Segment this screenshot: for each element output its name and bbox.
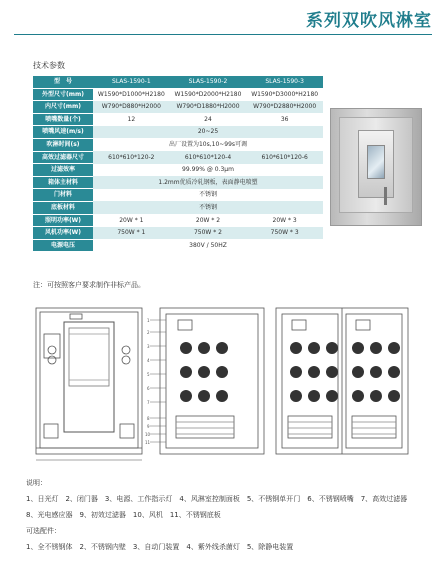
- callout-2: 2: [147, 330, 150, 335]
- spec-value: 不锈钢: [93, 201, 323, 214]
- spec-row: [33, 126, 323, 139]
- double-filter-right: [352, 416, 396, 438]
- side-filter: [176, 416, 234, 438]
- callout-11: 11: [145, 440, 151, 445]
- page-title: 系列双吹风淋室: [306, 11, 432, 31]
- spec-value: W1590*D1000*H2180: [93, 88, 170, 101]
- spec-label: 喷嘴数量(个): [33, 113, 93, 126]
- photo-door: [358, 130, 394, 198]
- spec-label: 喷嘴风速(m/s): [33, 126, 93, 139]
- double-nozzle-grid-right: [352, 342, 400, 402]
- spec-label: 底板材料: [33, 201, 93, 214]
- spec-label: 吹淋时间(s): [33, 138, 93, 151]
- front-door: [64, 322, 114, 432]
- photo-door-window: [367, 145, 385, 179]
- spec-row: [33, 151, 323, 164]
- spec-label: 电源电压: [33, 239, 93, 252]
- callout-6: 6: [147, 386, 150, 391]
- spec-value: W790*D1880*H2000: [170, 101, 247, 114]
- spec-row: [33, 164, 323, 177]
- spec-value: 99.99% @ 0.3μm: [93, 164, 323, 177]
- spec-table: [33, 76, 323, 252]
- spec-value: 20~25: [93, 126, 323, 139]
- callout-numbers: [145, 318, 151, 445]
- options-list: 1、全不锈钢体 2、不锈钢内壁 3、自动门装置 4、紫外线杀菌灯 5、除静电装置: [26, 543, 294, 551]
- spec-row: [33, 88, 323, 101]
- spec-header-row: [33, 76, 323, 88]
- callout-10: 10: [145, 432, 151, 437]
- double-nozzle-grid-left: [290, 342, 338, 402]
- photo-door-handle: [384, 187, 387, 205]
- callout-lines: [150, 320, 166, 442]
- spec-value: 20W * 2: [170, 214, 247, 227]
- technical-drawings: [0, 300, 446, 470]
- spec-value: W790*D880*H2000: [93, 101, 170, 114]
- spec-value: 750W * 2: [170, 227, 247, 240]
- spec-row: [33, 201, 323, 214]
- photo-frame: [339, 117, 413, 213]
- double-filter-left: [288, 416, 332, 438]
- spec-value: 36: [246, 113, 323, 126]
- spec-label: 内尺寸(mm): [33, 101, 93, 114]
- spec-row: [33, 189, 323, 202]
- spec-row: [33, 214, 323, 227]
- spec-value: 20W * 1: [93, 214, 170, 227]
- right-fan: [120, 424, 134, 438]
- callout-9: 9: [147, 424, 150, 429]
- legend-title: 说明：: [26, 479, 47, 487]
- spec-value: 1.2mm优质冷轧钢板，表面静电喷塑: [93, 176, 323, 189]
- spec-model: SLAS-1590-2: [170, 76, 247, 88]
- spec-value: 610*610*120-2: [93, 151, 170, 164]
- front-view-drawing: [36, 308, 142, 460]
- spec-value: W1590*D3000*H2180: [246, 88, 323, 101]
- callout-7: 7: [147, 400, 150, 405]
- spec-label: 风机功率(W): [33, 227, 93, 240]
- spec-value: 750W * 1: [93, 227, 170, 240]
- legend-line-1: 1、日光灯 2、闭门器 3、电源、工作指示灯 4、风淋室控制面板 5、不锈钢单开门 6、不锈钢喷嘴 7、高效过滤器: [26, 495, 408, 503]
- spec-row: [33, 113, 323, 126]
- note-text: 注：可按照客户要求制作非标产品。: [33, 281, 145, 289]
- spec-value: 24: [170, 113, 247, 126]
- spec-value: 610*610*120-6: [246, 151, 323, 164]
- spec-label: 外型尺寸(mm): [33, 88, 93, 101]
- spec-value: 750W * 3: [246, 227, 323, 240]
- spec-model: SLAS-1590-3: [246, 76, 323, 88]
- spec-value: 12: [93, 113, 170, 126]
- spec-label: 照明功率(W): [33, 214, 93, 227]
- callout-1: 1: [147, 318, 150, 323]
- spec-value: 出厂设置为10s,10~99s可调: [93, 138, 323, 151]
- spec-row: [33, 176, 323, 189]
- double-view-drawing: [276, 308, 408, 454]
- callout-3: 3: [147, 344, 150, 349]
- front-door-window: [69, 328, 109, 386]
- spec-label: 箱体主材料: [33, 176, 93, 189]
- section-label: 技术参数: [33, 61, 65, 70]
- legend-line-2: 8、光电感应器 9、初效过滤器 10、风机 11、不锈钢底板: [26, 511, 221, 519]
- spec-model: SLAS-1590-1: [93, 76, 170, 88]
- callout-5: 5: [147, 372, 150, 377]
- spec-label: 门材料: [33, 189, 93, 202]
- title-rule: [14, 34, 432, 35]
- spec-value: 610*610*120-4: [170, 151, 247, 164]
- left-fan: [44, 424, 58, 438]
- spec-value: 20W * 3: [246, 214, 323, 227]
- spec-value: 380V / 50HZ: [93, 239, 323, 252]
- side-view-drawing: [160, 308, 264, 454]
- power-indicator: [70, 314, 82, 319]
- side-nozzle-grid: [180, 342, 228, 402]
- spec-value: W790*D2880*H2000: [246, 101, 323, 114]
- spec-value: W1590*D2000*H2180: [170, 88, 247, 101]
- callout-8: 8: [147, 416, 150, 421]
- air-shower-photo: [330, 108, 422, 226]
- spec-label: 高效过滤器尺寸: [33, 151, 93, 164]
- spec-row: [33, 239, 323, 252]
- options-title: 可选配件：: [26, 527, 61, 535]
- spec-row: [33, 138, 323, 151]
- spec-label: 型 号: [33, 76, 93, 88]
- spec-label: 过滤效率: [33, 164, 93, 177]
- callout-4: 4: [147, 358, 150, 363]
- spec-value: 不锈钢: [93, 189, 323, 202]
- spec-row: [33, 227, 323, 240]
- spec-row: [33, 101, 323, 114]
